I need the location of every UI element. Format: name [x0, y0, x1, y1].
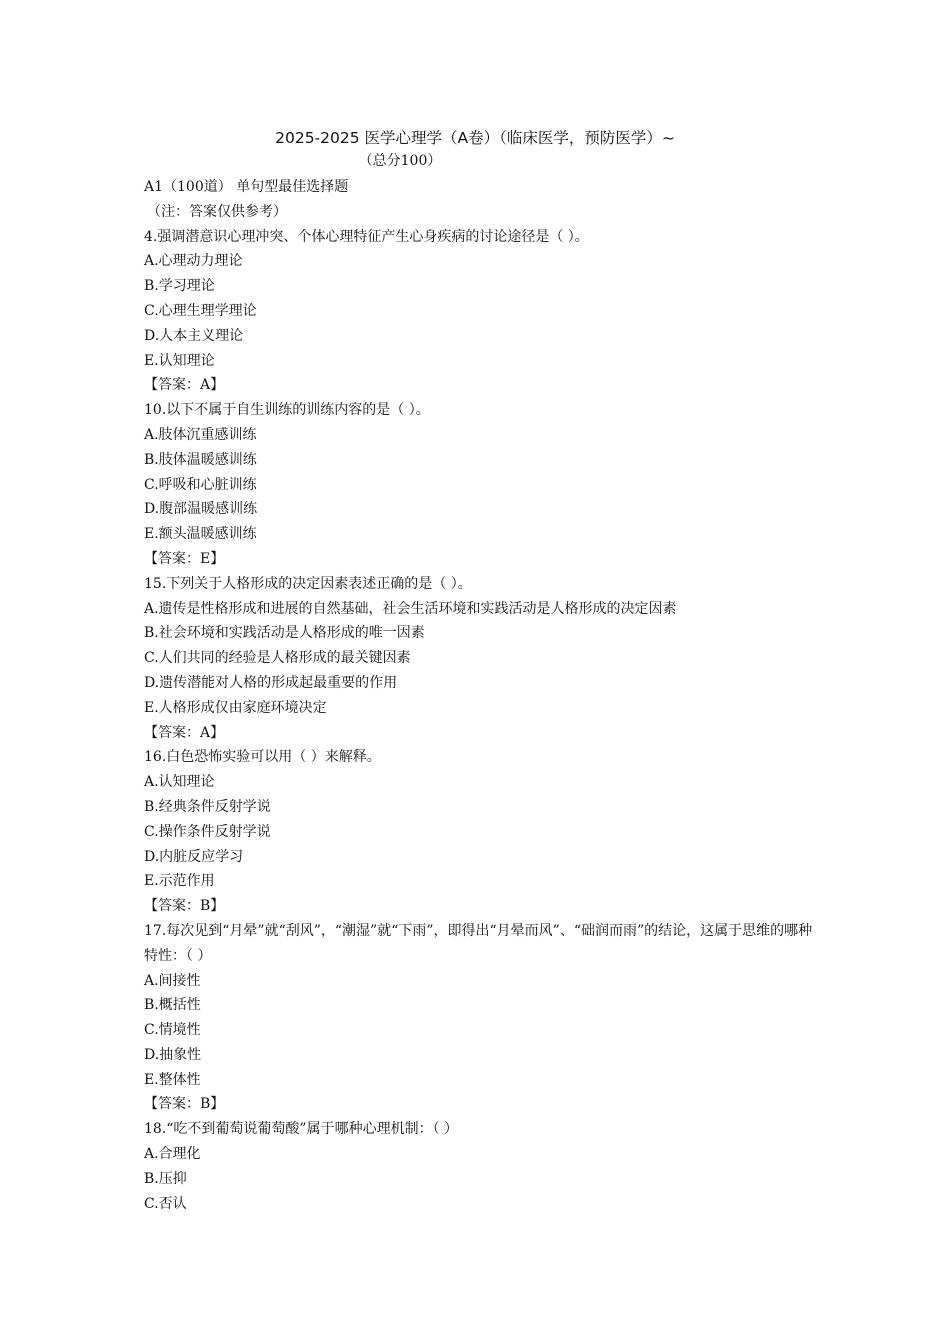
option-item: C.情境性: [144, 1022, 201, 1039]
option-item: B.学习理论: [144, 278, 215, 295]
question-block: [144, 398, 824, 572]
option-item: A.遗传是性格形成和进展的自然基础，社会生活环境和实践活动是人格形成的决定因素: [144, 600, 677, 617]
option-item: E.额头温暖感训练: [144, 526, 257, 543]
question-stem: 10.以下不属于自生训练的训练内容的是（ ）。: [144, 402, 430, 419]
answer-note: （注：答案仅供参考）: [147, 203, 287, 220]
question-stem: 17.每次见到“月晕”就“刮风”，“潮湿”就“下雨”，即得出“月晕而风”、“础润而雨”的结论，这属于思维的哪种特性：（ ）: [144, 922, 813, 964]
option-item: E.整体性: [144, 1071, 201, 1088]
option-item: B.概括性: [144, 997, 201, 1014]
document-body: [144, 175, 824, 1216]
option-item: A.间接性: [144, 972, 201, 989]
option-item: B.社会环境和实践活动是人格形成的唯一因素: [144, 625, 425, 642]
question-stem: 15.下列关于人格形成的决定因素表述正确的是（ ）。: [144, 575, 472, 592]
option-item: B.肢体温暖感训练: [144, 451, 257, 468]
option-item: D.人本主义理论: [144, 327, 244, 344]
question-block: [144, 1117, 824, 1216]
question-block: [144, 225, 824, 399]
question-block: [144, 919, 824, 1117]
option-item: D.遗传潜能对人格的形成起最重要的作用: [144, 674, 398, 691]
question-block: [144, 745, 824, 919]
option-item: A.认知理论: [144, 774, 215, 791]
option-item: B.压抑: [144, 1170, 187, 1187]
section-heading: A1（100道） 单句型最佳选择题: [144, 179, 349, 195]
document-subtitle: （总分100）: [358, 153, 442, 169]
option-item: A.心理动力理论: [144, 253, 243, 270]
option-item: C.操作条件反射学说: [144, 823, 271, 840]
answer-label: 【答案：A】: [144, 377, 225, 394]
answer-label: 【答案：E】: [144, 550, 225, 567]
option-item: E.认知理论: [144, 352, 215, 369]
answer-label: 【答案：B】: [144, 898, 225, 915]
document-title: 2025-2025 医学心理学（A卷）（临床医学，预防医学）~: [275, 129, 675, 147]
option-item: C.心理生理学理论: [144, 302, 257, 319]
answer-label: 【答案：B】: [144, 1096, 225, 1113]
option-item: A.合理化: [144, 1146, 201, 1163]
answer-label: 【答案：A】: [144, 724, 225, 741]
question-stem: 18.“吃不到葡萄说葡萄酸”属于哪种心理机制：（ ）: [144, 1121, 459, 1138]
option-item: B.经典条件反射学说: [144, 798, 271, 815]
question-stem: 16.白色恐怖实验可以用（ ）来解释。: [144, 749, 381, 766]
question-stem: 4.强调潜意识心理冲突、个体心理特征产生心身疾病的讨论途径是（ ）。: [144, 228, 589, 245]
option-item: E.人格形成仅由家庭环境决定: [144, 699, 327, 716]
option-item: C.人们共同的经验是人格形成的最关键因素: [144, 650, 411, 667]
option-item: D.腹部温暖感训练: [144, 501, 258, 518]
option-item: D.抽象性: [144, 1046, 202, 1063]
option-item: C.呼吸和心脏训练: [144, 476, 257, 493]
option-item: A.肢体沉重感训练: [144, 426, 257, 443]
option-item: C.否认: [144, 1195, 187, 1212]
option-item: D.内脏反应学习: [144, 848, 244, 865]
option-item: E.示范作用: [144, 873, 215, 890]
question-block: [144, 572, 824, 746]
